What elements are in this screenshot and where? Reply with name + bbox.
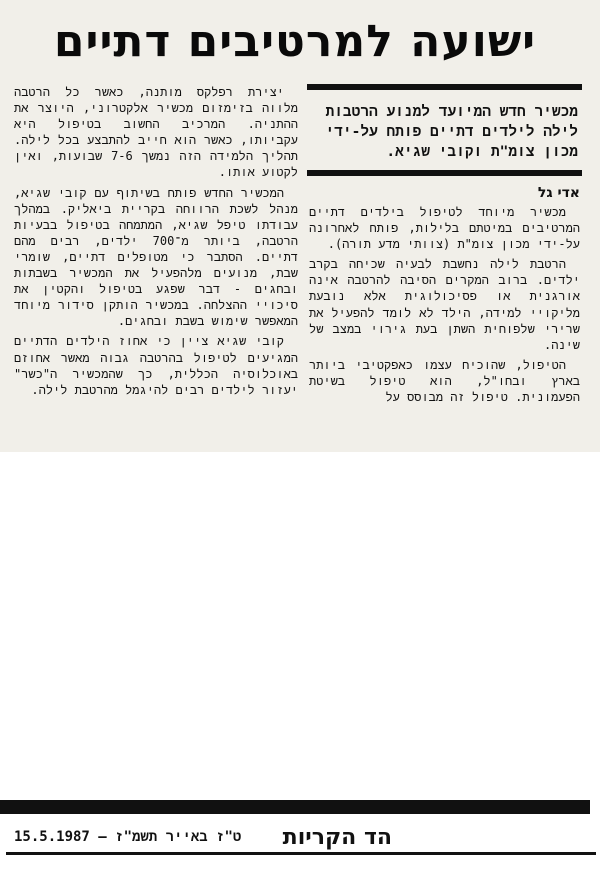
paragraph: הרטבת לילה נחשבת לבעיה שכיחה בקרב ילדים. ברוב המקרים הסיבה להרטבה אינה אורגנית או פסיכולוגית אלא נובעת מליקויי למידה, הילד לא לומד להפעיל את שרירי שלפוחית השתן בעת גירוי במצב של שינה. [309,257,580,352]
gregorian-date: 15.5.1987 [14,829,90,845]
newspaper-masthead: הד הקריות [282,825,392,850]
article-lead: מכשיר חדש המיועד למנוע הרטבות לילה לילדים דתיים פותח על-ידי מכון צומ"ת וקובי שגיא. [325,104,578,160]
date-separator: – [98,829,107,845]
paragraph: מכשיר מיוחד לטיפול בילדים דתיים המרטיבים במיטתם בלילות, פותח לאחרונה על-ידי מכון צומ"ת (צוותי מדע תורה). [309,205,580,252]
paragraph: הטיפול, שהוכיח עצמו כאפקטיבי ביותר בארץ ובחו"ל, הוא טיפול בשיטת הפעמונית. טיפול זה מבוסס על [309,357,580,405]
right-column-body [307,204,582,434]
article-byline: אדי גל [537,185,580,201]
paragraph: המכשיר החדש פותח בשיתוף עם קובי שגיא, מנהל לשכת הרווחה בקריית ביאליק. במהלך עבודתו טיפל שגיא, המתמחה בטיפול בבעיות הרטבה, ביותר מ־700 ילדים, רבים מהם דתיים. הסתבר כי מטופלים דתיים, שומרי שבת, מנועים מלהפעיל את המכשיר בשבתות ובחגים - דבר שפגע בטיפול והקטין את סיכויי ההצלחה. במכשיר הותקן סידור מיוחד המאפשר שימוש בשבת ובחגים. [14,185,298,329]
publication-date [14,828,374,846]
footer-bottom-rule [6,852,596,855]
paragraph: יצירת רפלקס מותנה, כאשר כל הרטבה מלווה בזימזום מכשיר אלקטרוני, היוצר את ההתניה. המרכיב החשוב בטיפול היא עקביותו, כאשר הוא חייב להתבצע בכל לילה. תהליך הלמידה הזה נמשך 7-6 שבועות, ואין לקטוע אותו. [14,85,298,180]
right-column [307,84,582,434]
footer-top-rule [0,800,590,814]
article-headline: ישועה למרטיבים דתיים [53,16,537,67]
hebrew-date: ט"ז באייר תשמ"ז [115,829,242,845]
paragraph: קובי שגיא ציין כי אחוז הילדים הדתיים המגיעים לטיפול בהרטבה גבוה מאשר אחוזם באוכלוסיה הכללית, כך שהמכשיר ה"כשר" יעזור לילדים רבים להיגמל מהרטבת לילה. [14,334,298,397]
source-footer [0,800,600,870]
left-column-body [12,84,300,444]
